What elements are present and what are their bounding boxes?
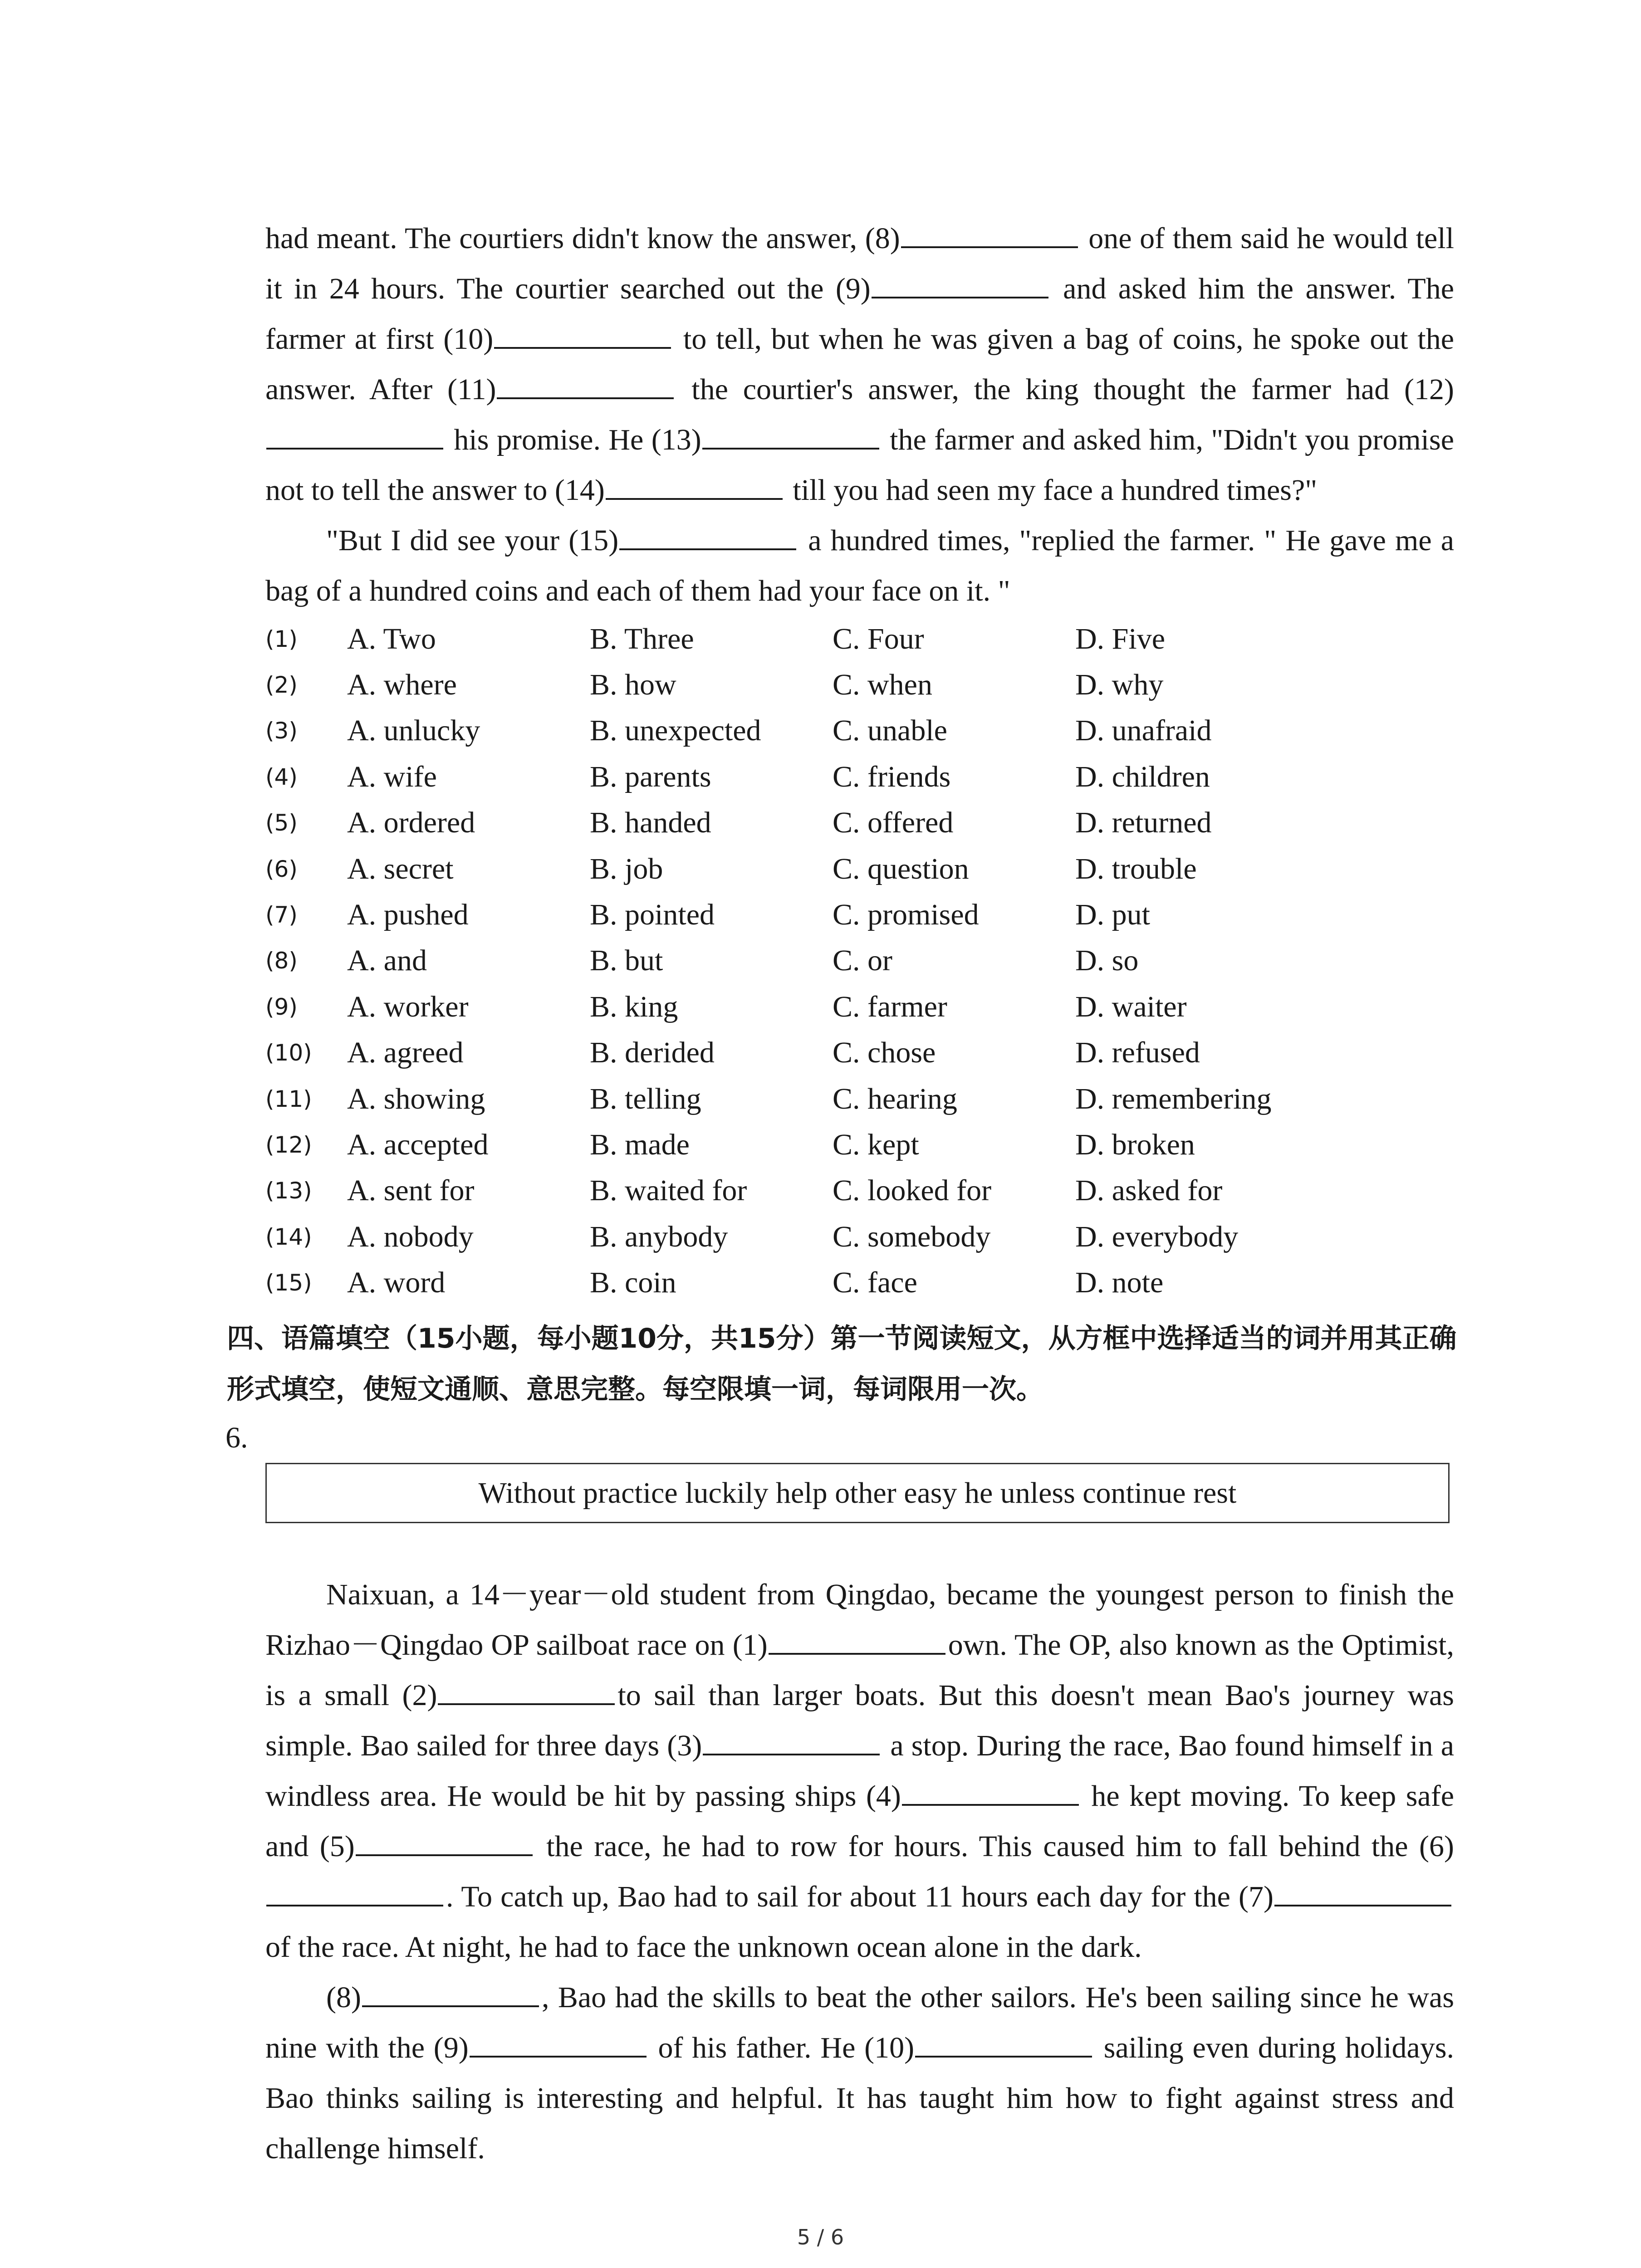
option-b[interactable]: B. how (590, 668, 676, 702)
answer-blank-12[interactable] (266, 420, 443, 450)
option-row (265, 938, 1454, 984)
fill-blank-4[interactable] (902, 1777, 1079, 1806)
option-d[interactable]: D. put (1075, 898, 1150, 932)
fill-blank-5[interactable] (356, 1827, 533, 1856)
answer-blank-9[interactable] (872, 269, 1048, 298)
option-b[interactable]: B. derided (590, 1036, 715, 1070)
option-b[interactable]: B. telling (590, 1082, 701, 1115)
section-4-heading: 四、语篇填空（15小题，每小题10分，共15分）第一节阅读短文，从方框中选择适当的词并用其正确形式填空，使短文通顺、意思完整。每空限填一词，每词限用一次。 (227, 1323, 1457, 1405)
option-d[interactable]: D. children (1075, 760, 1210, 793)
answer-blank-15[interactable] (619, 521, 796, 550)
question-number: (1) (265, 626, 298, 652)
question-number: (10) (265, 1040, 312, 1066)
option-b[interactable]: B. parents (590, 760, 711, 793)
option-a[interactable]: A. worker (347, 990, 469, 1023)
option-row (265, 1168, 1454, 1214)
fill-blank-10[interactable] (915, 2028, 1092, 2058)
word-bank-box (265, 1463, 1450, 1523)
option-c[interactable]: C. offered (833, 806, 954, 840)
option-d[interactable]: D. remembering (1075, 1082, 1272, 1115)
option-d[interactable]: D. refused (1075, 1036, 1200, 1070)
option-row (265, 892, 1454, 938)
option-a[interactable]: A. showing (347, 1082, 485, 1115)
option-a[interactable]: A. sent for (347, 1174, 475, 1207)
option-a[interactable]: A. nobody (347, 1220, 474, 1253)
option-row (265, 800, 1454, 846)
option-row (265, 846, 1454, 892)
option-d[interactable]: D. Five (1075, 622, 1165, 655)
option-d[interactable]: D. trouble (1075, 852, 1197, 885)
fill-blank-2[interactable] (438, 1676, 615, 1705)
option-a[interactable]: A. ordered (347, 806, 475, 840)
option-d[interactable]: D. waiter (1075, 990, 1187, 1023)
question-number: (6) (265, 855, 298, 882)
fill-blank-3[interactable] (703, 1726, 880, 1755)
option-row (265, 616, 1454, 662)
answer-options (265, 616, 1454, 1306)
option-c[interactable]: C. Four (833, 622, 924, 655)
question-number: (14) (265, 1223, 312, 1250)
option-c[interactable]: C. unable (833, 714, 947, 748)
option-c[interactable]: C. farmer (833, 990, 947, 1023)
option-b[interactable]: B. Three (590, 622, 694, 655)
passage-2-paragraph-1: Naixuan, a 14－year－old student from Qingdao, became the youngest person to finish the Rizhao－Qingdao OP sailboat race on (1) own. The OP, also known as the Optimist, is a small (2) to sail than larger boats. But this doesn't mean Bao's journey was simple. Bao sailed for three days (3) a stop. During the race, Bao found himself in a windless area. He would be hit by passing ships (4) he kept moving. To keep safe and (5) the race, he had to row for hours. This caused him to fall behind the (6). To catch up, Bao had to sail for about 11 hours each day for the (7) of the race. At night, he had to face the unknown ocean alone in the dark. (265, 1578, 1454, 1964)
question-number: (13) (265, 1178, 312, 1204)
answer-blank-14[interactable] (606, 471, 783, 500)
option-a[interactable]: A. pushed (347, 898, 469, 932)
question-number: (8) (265, 948, 298, 974)
question-number: (15) (265, 1270, 312, 1296)
option-c[interactable]: C. somebody (833, 1220, 991, 1253)
option-b[interactable]: B. handed (590, 806, 711, 840)
option-row (265, 1122, 1454, 1168)
option-d[interactable]: D. broken (1075, 1128, 1195, 1161)
option-row (265, 754, 1454, 800)
option-b[interactable]: B. pointed (590, 898, 715, 932)
option-row (265, 1076, 1454, 1122)
fill-blank-7[interactable] (1274, 1877, 1451, 1906)
question-number: (11) (265, 1085, 312, 1112)
answer-blank-11[interactable] (497, 370, 674, 399)
option-c[interactable]: C. hearing (833, 1082, 957, 1115)
answer-blank-13[interactable] (702, 420, 879, 450)
option-d[interactable]: D. note (1075, 1266, 1164, 1300)
option-b[interactable]: B. unexpected (590, 714, 761, 748)
page-indicator: 5 / 6 (797, 2225, 844, 2249)
answer-blank-8[interactable] (901, 219, 1078, 248)
option-c[interactable]: C. question (833, 852, 969, 885)
option-a[interactable]: A. wife (347, 760, 437, 793)
option-b[interactable]: B. king (590, 990, 678, 1023)
fill-blank-8[interactable] (362, 1978, 539, 2007)
option-a[interactable]: A. where (347, 668, 457, 702)
option-a[interactable]: A. agreed (347, 1036, 464, 1070)
option-a[interactable]: A. word (347, 1266, 446, 1300)
passage-1-paragraph-2: "But I did see your (15) a hundred times, "replied the farmer. " He gave me a bag of a hundred coins and each of them had your face on it. " (265, 515, 1454, 616)
option-d[interactable]: D. everybody (1075, 1220, 1239, 1253)
option-c[interactable]: C. kept (833, 1128, 919, 1161)
option-c[interactable]: C. chose (833, 1036, 936, 1070)
option-c[interactable]: C. face (833, 1266, 917, 1300)
fill-blank-9[interactable] (470, 2028, 647, 2058)
word-bank-text: Without practice luckily help other easy he unless continue rest (478, 1476, 1237, 1510)
option-c[interactable]: C. friends (833, 760, 951, 793)
question-number: (7) (265, 902, 298, 929)
question-number: (12) (265, 1131, 312, 1158)
option-b[interactable]: B. coin (590, 1266, 676, 1300)
option-b[interactable]: B. job (590, 852, 663, 885)
option-a[interactable]: A. secret (347, 852, 454, 885)
option-b[interactable]: B. but (590, 944, 663, 978)
passage-2-paragraph-2: (8) , Bao had the skills to beat the other sailors. He's been sailing since he was nine with the (9) of his father. He (10) sailing even during holidays. Bao thinks sailing is interesting and helpful. It has taught him how to fight against stress and challenge himself. (265, 1972, 1454, 2174)
option-b[interactable]: B. anybody (590, 1220, 728, 1253)
passage-1 (265, 213, 1454, 1306)
option-a[interactable]: A. unlucky (347, 714, 480, 748)
option-d[interactable]: D. returned (1075, 806, 1212, 840)
option-c[interactable]: C. or (833, 944, 892, 978)
option-row (265, 708, 1454, 754)
question-number: (9) (265, 993, 298, 1020)
fill-blank-6[interactable] (266, 1877, 443, 1906)
question-number-6: 6. (225, 1421, 248, 1454)
option-row (265, 984, 1454, 1030)
page-footer (0, 2225, 1641, 2249)
question-number: (3) (265, 718, 298, 744)
option-c[interactable]: C. promised (833, 898, 979, 932)
option-d[interactable]: D. so (1075, 944, 1139, 978)
answer-blank-10[interactable] (494, 320, 671, 349)
option-row (265, 1030, 1454, 1076)
option-d[interactable]: D. unafraid (1075, 714, 1212, 748)
passage-1-paragraph-1: had meant. The courtiers didn't know the answer, (8) one of them said he would tell it in 24 hours. The courtier searched out the (9) and asked him the answer. The farmer at first (10) to tell, but when he was given a bag of coins, he spoke out the answer. After (11) the courtier's answer, the king thought the farmer had (12) his promise. He (13) the farmer and asked him, "Didn't you promise not to tell the answer to (14) till you had seen my face a hundred times?" (265, 213, 1454, 515)
option-a[interactable]: A. accepted (347, 1128, 489, 1161)
option-d[interactable]: D. asked for (1075, 1174, 1223, 1207)
option-c[interactable]: C. when (833, 668, 932, 702)
option-a[interactable]: A. Two (347, 622, 436, 655)
option-d[interactable]: D. why (1075, 668, 1164, 702)
question-number: (4) (265, 763, 298, 790)
question-number: (2) (265, 672, 298, 699)
option-a[interactable]: A. and (347, 944, 427, 978)
option-b[interactable]: B. made (590, 1128, 690, 1161)
option-row (265, 1214, 1454, 1260)
question-number: (5) (265, 810, 298, 836)
passage-2 (265, 1569, 1454, 2174)
option-b[interactable]: B. waited for (590, 1174, 747, 1207)
option-row (265, 1260, 1454, 1305)
fill-blank-1[interactable] (769, 1626, 945, 1655)
option-c[interactable]: C. looked for (833, 1174, 992, 1207)
option-row (265, 662, 1454, 708)
